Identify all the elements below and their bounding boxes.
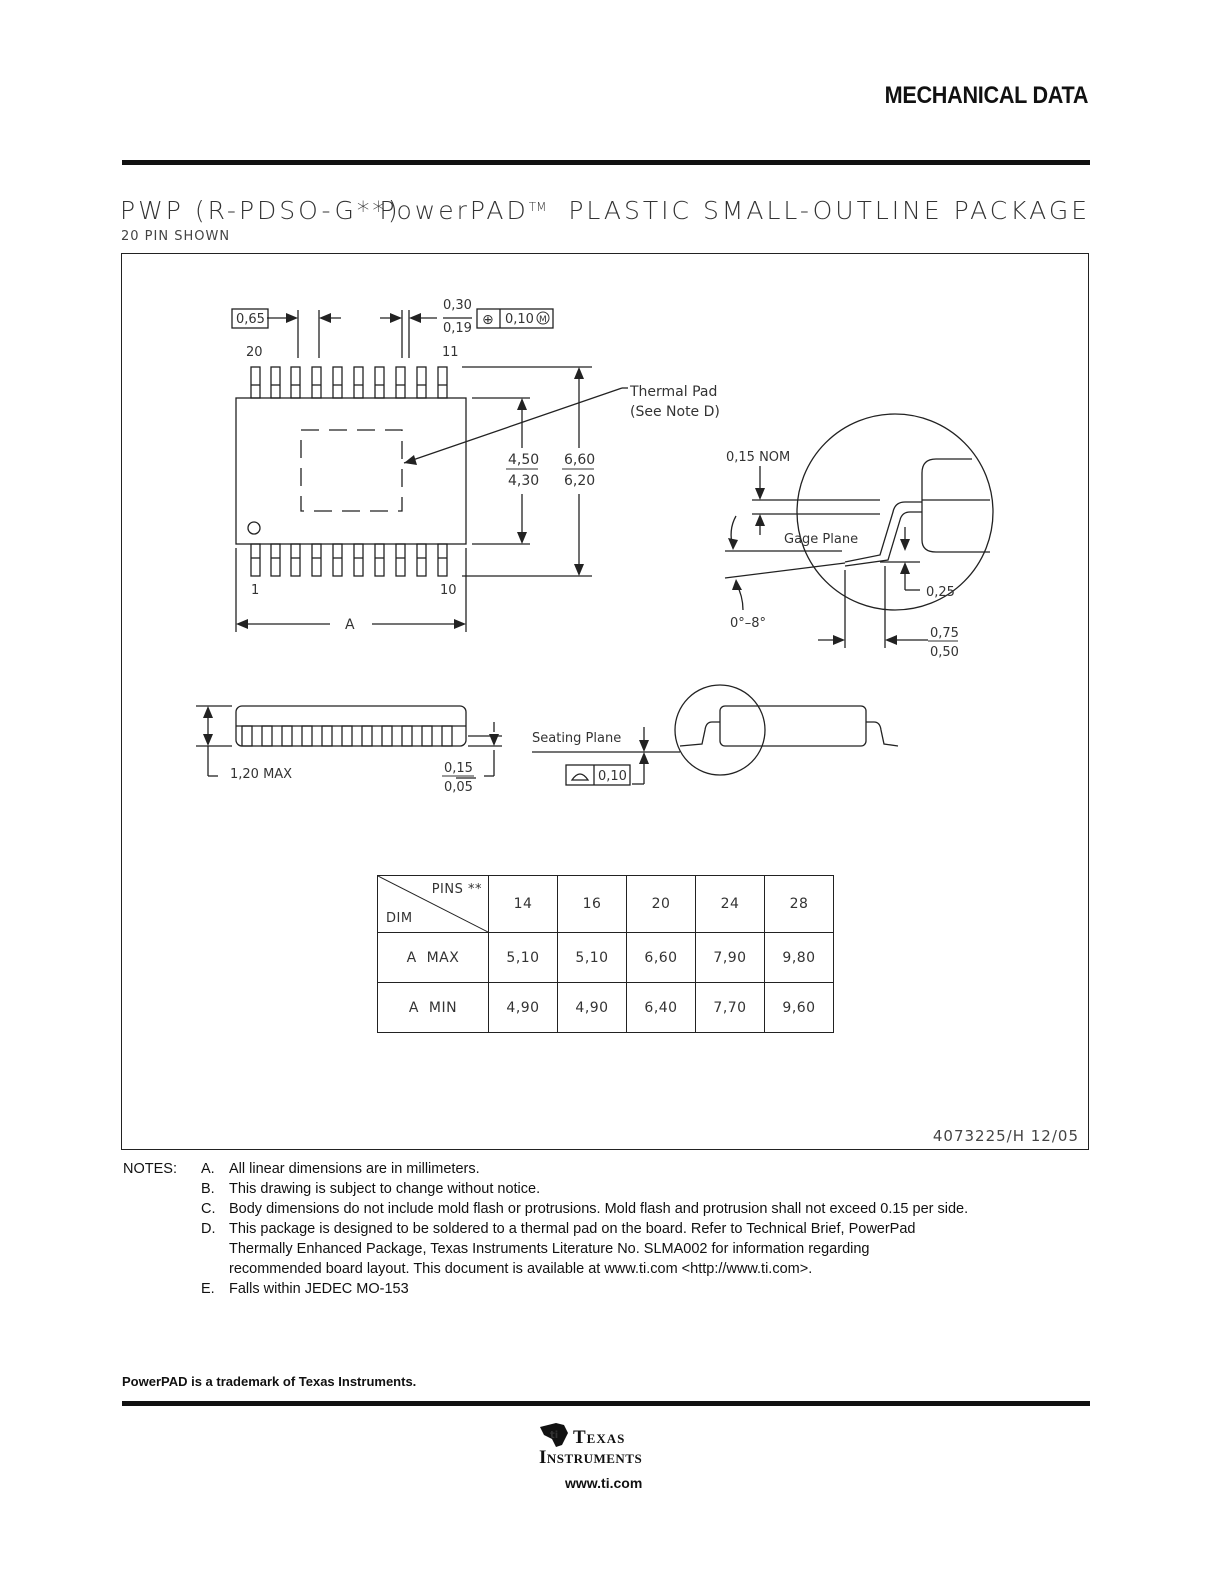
note-text: Falls within JEDEC MO-153 — [229, 1281, 409, 1297]
package-body-top — [236, 398, 466, 544]
logo-word-instruments: Instruments — [539, 1447, 643, 1468]
thermal-pad-outline — [301, 430, 402, 511]
pin-10-label: 10 — [440, 583, 457, 598]
dim-label: DIM — [386, 911, 413, 926]
pin-1-label: 1 — [251, 583, 260, 598]
pins-label: PINS ** — [431, 882, 482, 897]
position-tolerance-icon: ⊕ — [482, 312, 494, 328]
note-key: B. — [201, 1181, 215, 1197]
pin-shown-label: 20 PIN SHOWN — [121, 229, 231, 244]
flatness-value: 0,10 — [598, 769, 627, 784]
detail-circle — [797, 414, 993, 610]
note-item — [201, 1180, 540, 1200]
see-note-label: (See Note D) — [630, 404, 720, 420]
package-code-text: PWP (R-PDSO-G**) — [120, 196, 401, 225]
height-max-label: 1,20 MAX — [230, 767, 293, 782]
bottom-leads — [251, 544, 447, 576]
top-leads — [251, 367, 447, 398]
standoff-max: 0,15 — [444, 761, 473, 776]
package-desc-text: PLASTIC SMALL-OUTLINE PACKAGE — [568, 196, 1090, 225]
angle-label: 0°–8° — [730, 616, 767, 631]
nom-label: 0,15 NOM — [726, 450, 791, 465]
table-cell: 4,90 — [489, 983, 558, 1033]
note-item — [201, 1280, 409, 1300]
pins-header-cell: 24 — [696, 876, 765, 933]
total-width-min: 6,20 — [564, 473, 596, 489]
table-cell: 7,70 — [696, 983, 765, 1033]
tolerance-modifier: M — [539, 315, 547, 325]
page-header-title: MECHANICAL DATA — [884, 82, 1088, 109]
svg-text:ti: ti — [550, 1430, 559, 1441]
table-corner-cell — [378, 876, 489, 933]
table-row — [378, 983, 834, 1033]
dim-a-label: A — [345, 617, 355, 633]
note-item — [201, 1260, 812, 1280]
note-item — [201, 1220, 915, 1240]
pin1-marker — [248, 522, 260, 534]
dimension-table — [377, 875, 834, 1033]
notes-label: NOTES: — [123, 1161, 177, 1177]
trademark-mark: TM — [528, 200, 547, 214]
note-key: D. — [201, 1221, 216, 1237]
pins-header-cell: 20 — [627, 876, 696, 933]
trademark-note: PowerPAD is a trademark of Texas Instruments. — [122, 1374, 417, 1389]
note-item — [201, 1200, 968, 1220]
pin-20-label: 20 — [246, 345, 263, 360]
table-cell: 4,90 — [558, 983, 627, 1033]
table-cell: 7,90 — [696, 933, 765, 983]
note-item — [201, 1160, 480, 1180]
tolerance-value: 0,10 — [505, 312, 534, 327]
note-key: E. — [201, 1281, 215, 1297]
row-label: A MAX — [378, 933, 489, 983]
pins-header-cell: 28 — [765, 876, 834, 933]
body-width-max: 4,50 — [508, 452, 540, 468]
pins-header-cell: 16 — [558, 876, 627, 933]
row-label: A MIN — [378, 983, 489, 1033]
table-header-row — [378, 876, 834, 933]
logo-word-texas: Texas — [573, 1427, 626, 1448]
drawing-id: 4073225/H 12/05 — [932, 1127, 1079, 1145]
ti-logo-icon — [536, 1421, 572, 1449]
gage-plane-label: Gage Plane — [784, 532, 859, 547]
table-row — [378, 933, 834, 983]
pin-11-label: 11 — [442, 345, 459, 360]
note-text: recommended board layout. This document is available at www.ti.com <http://www.ti.com>. — [229, 1261, 813, 1277]
note-item — [201, 1240, 869, 1260]
package-name: PowerPAD — [379, 196, 529, 225]
note-key: A. — [201, 1161, 215, 1177]
body-width-min: 4,30 — [508, 473, 540, 489]
foot-max: 0,75 — [930, 626, 959, 641]
footer-rule — [122, 1401, 1090, 1406]
lead-width-min: 0,19 — [443, 321, 472, 336]
foot-min: 0,50 — [930, 645, 959, 660]
thermal-pad-label: Thermal Pad — [630, 384, 718, 400]
note-text: This drawing is subject to change without notice. — [229, 1181, 541, 1197]
table-cell: 9,60 — [765, 983, 834, 1033]
seating-plane-label: Seating Plane — [532, 731, 622, 746]
lead-width-max: 0,30 — [443, 298, 472, 313]
standoff-min: 0,05 — [444, 780, 473, 795]
pitch-label: 0,65 — [236, 312, 265, 327]
note-text: Thermally Enhanced Package, Texas Instruments Literature No. SLMA002 for information regarding — [229, 1241, 870, 1257]
table-cell: 9,80 — [765, 933, 834, 983]
table-cell: 5,10 — [489, 933, 558, 983]
side-leads — [242, 726, 452, 746]
note-text: This package is designed to be soldered to a thermal pad on the board. Refer to Technical Brief, PowerPad — [229, 1221, 916, 1237]
note-key: C. — [201, 1201, 216, 1217]
table-cell: 5,10 — [558, 933, 627, 983]
gage-value: 0,25 — [926, 585, 955, 600]
note-text: All linear dimensions are in millimeters. — [229, 1161, 480, 1177]
website-label: www.ti.com — [565, 1475, 643, 1491]
pins-header-cell: 14 — [489, 876, 558, 933]
note-text: Body dimensions do not include mold flash or protrusions. Mold flash and protrusion shall not exceed 0.15 per side. — [229, 1201, 969, 1217]
table-cell: 6,40 — [627, 983, 696, 1033]
total-width-max: 6,60 — [564, 452, 596, 468]
table-cell: 6,60 — [627, 933, 696, 983]
